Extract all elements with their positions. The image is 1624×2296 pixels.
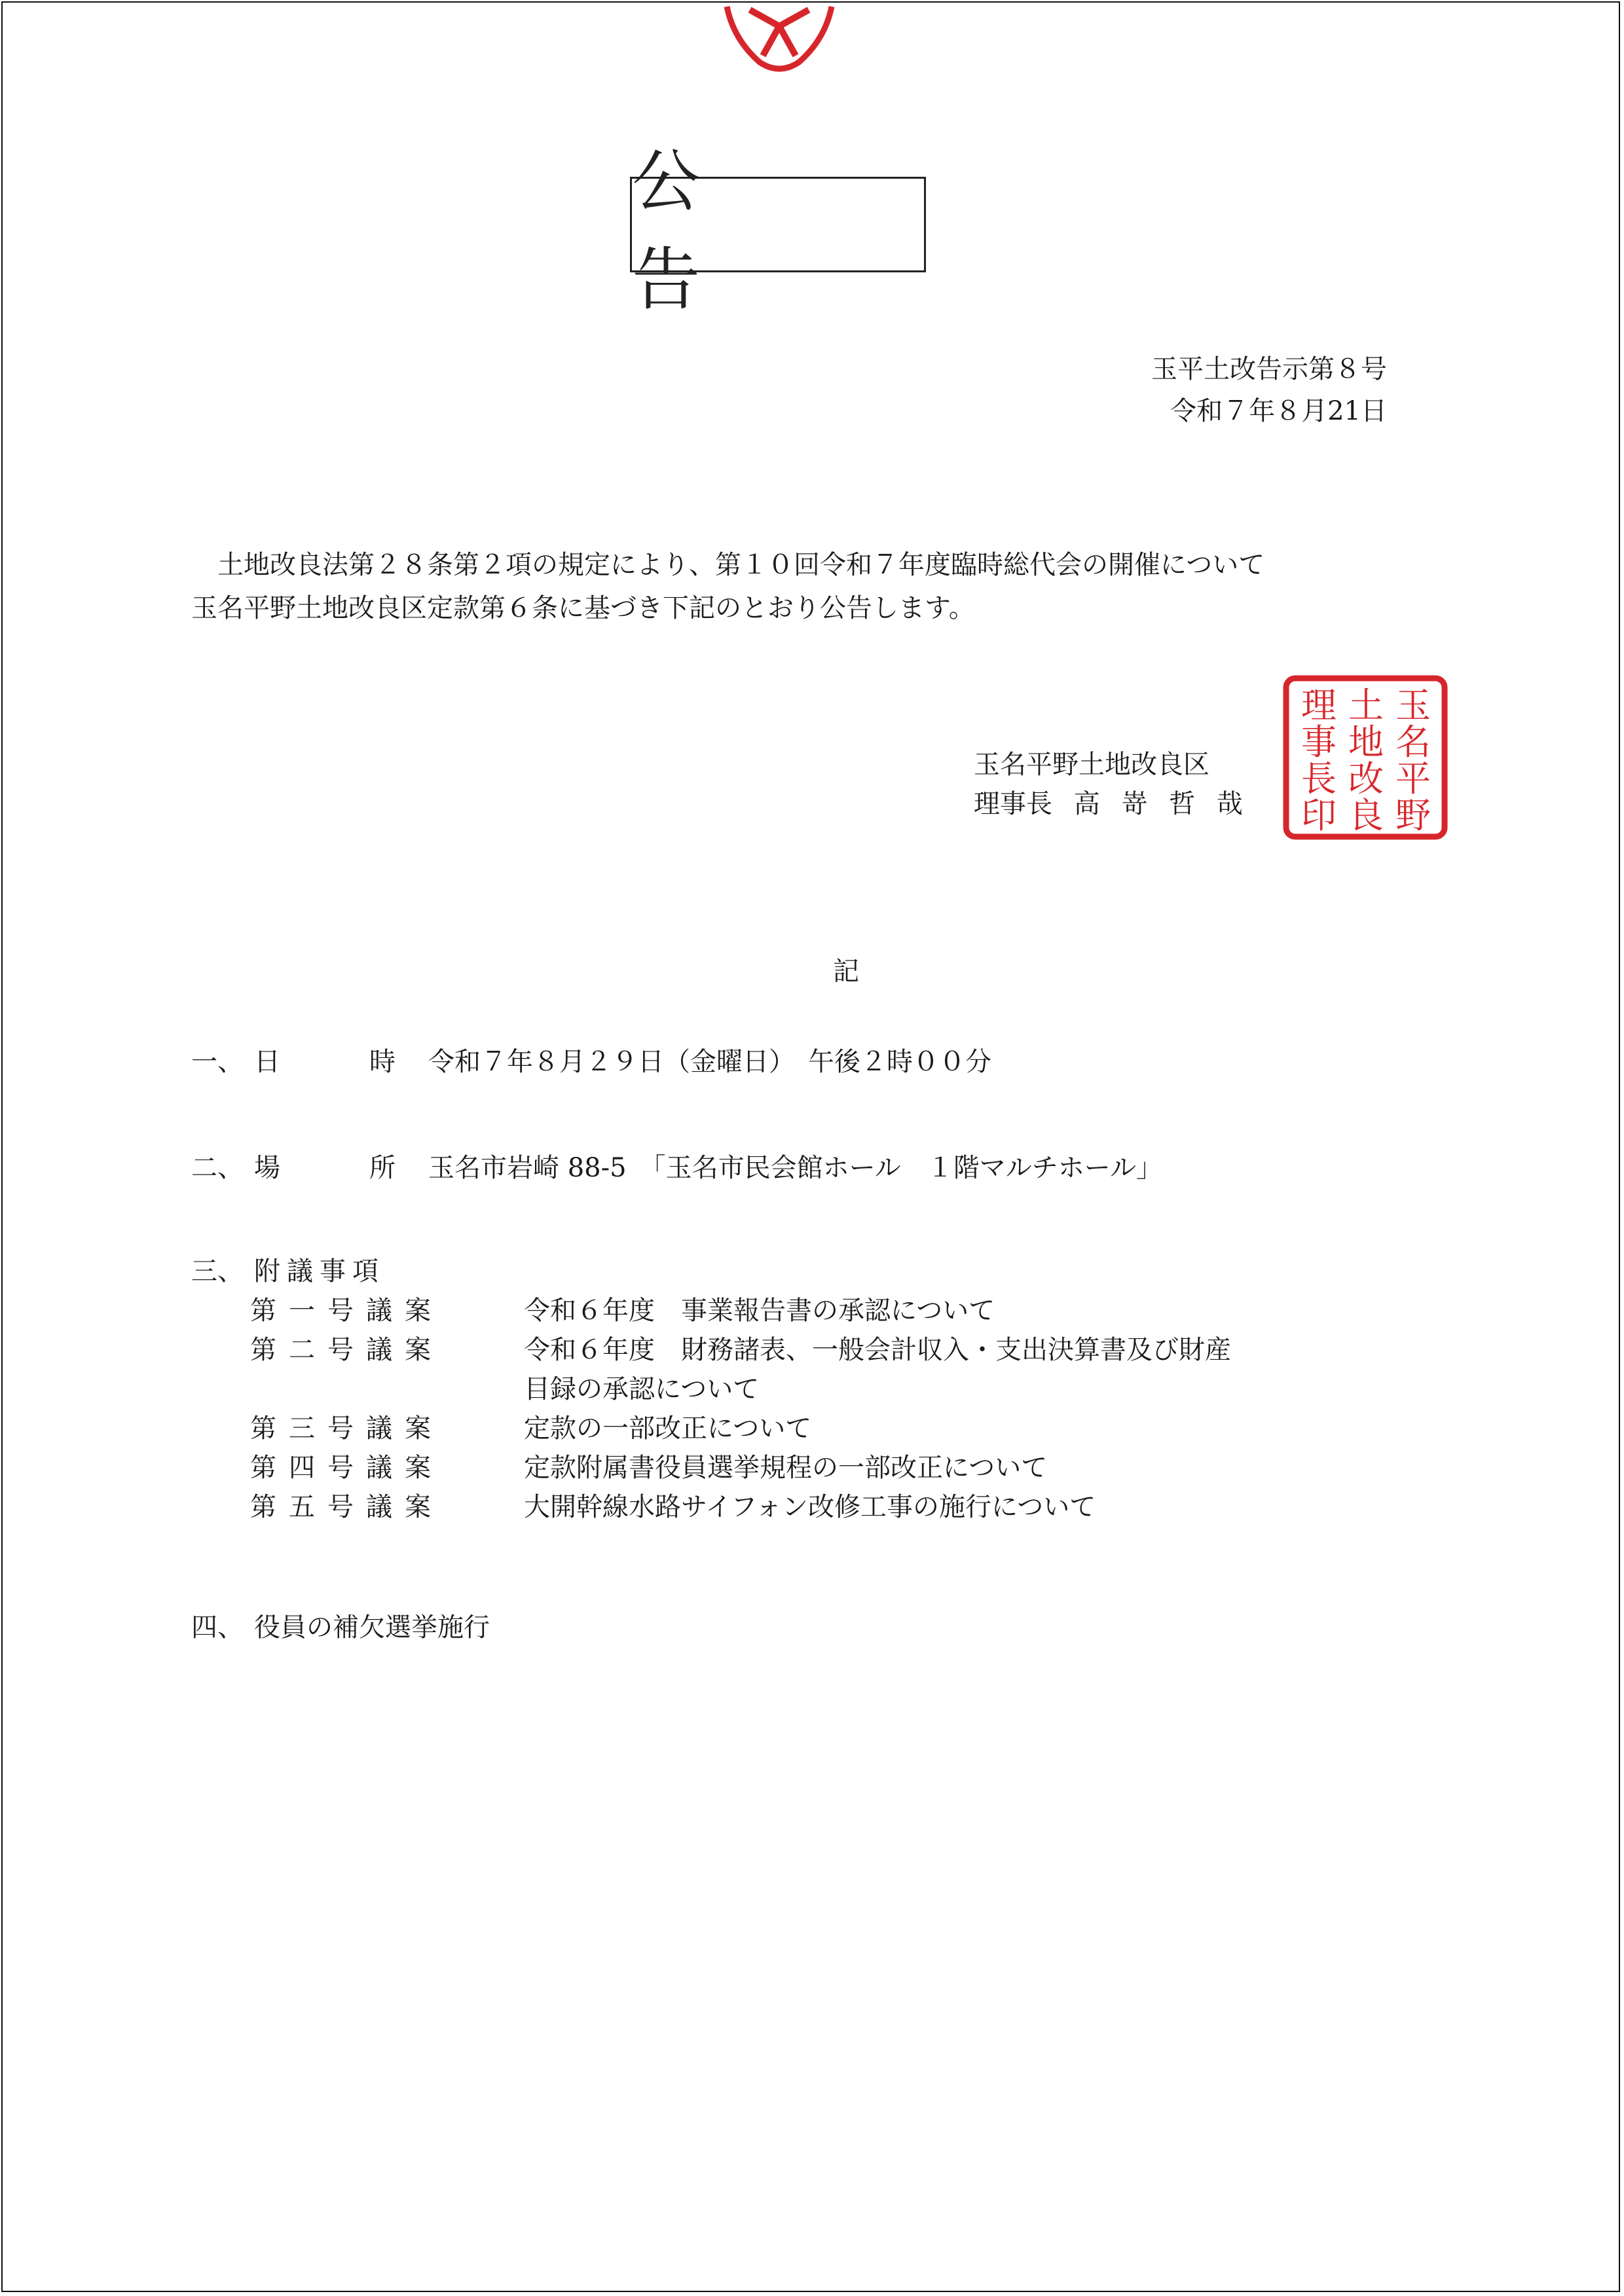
item-number: 二、 xyxy=(191,1153,244,1183)
motion-text: 令和６年度 事業報告書の承認について xyxy=(524,1296,995,1326)
motion-text: 定款の一部改正について xyxy=(524,1413,812,1444)
motion-continuation: 目録の承認について xyxy=(524,1374,760,1404)
motion-label: 第三号議案 xyxy=(250,1413,443,1444)
issuer-name-4: 哉 xyxy=(1216,789,1243,819)
item-label-b: 時 xyxy=(369,1047,396,1077)
svg-text:改: 改 xyxy=(1348,758,1384,799)
svg-text:名: 名 xyxy=(1395,721,1431,763)
body-line-1: 土地改良法第２８条第２項の規定により、第１０回令和７年度臨時総代会の開催について xyxy=(217,550,1265,580)
issuer-name-1: 高 xyxy=(1073,789,1100,819)
motion-text: 大開幹線水路サイフォン改修工事の施行について xyxy=(524,1492,1096,1522)
item-number: 三、 xyxy=(191,1256,244,1286)
item-venue xyxy=(191,1147,1162,1184)
svg-text:野: 野 xyxy=(1395,795,1431,836)
item-label-b: 所 xyxy=(369,1153,396,1183)
svg-text:長: 長 xyxy=(1301,758,1337,799)
notice-number: 玉平土改告示第８号 xyxy=(1151,354,1387,384)
motion-text: 令和６年度 財務諸表、一般会計収入・支出決算書及び財産 xyxy=(524,1335,1231,1365)
item-label-a: 場 xyxy=(254,1153,280,1183)
item-number: 一、 xyxy=(191,1047,244,1077)
document-title: 公 告 xyxy=(632,141,913,319)
body-paragraph xyxy=(191,543,1435,630)
motion-row xyxy=(250,1486,1096,1523)
issuer-name-3: 哲 xyxy=(1169,789,1196,819)
svg-text:土: 土 xyxy=(1348,685,1384,726)
item-number: 四、 xyxy=(191,1613,244,1643)
issuer-title: 理事長 xyxy=(974,789,1052,819)
svg-text:地: 地 xyxy=(1348,721,1384,763)
item-datetime xyxy=(191,1041,991,1078)
motion-row xyxy=(250,1447,1047,1484)
official-seal xyxy=(1282,674,1449,841)
receipt-stamp-partial xyxy=(714,0,845,75)
item-election xyxy=(191,1607,490,1644)
motion-label: 第二号議案 xyxy=(250,1335,443,1365)
title-box xyxy=(630,141,926,319)
motion-label: 第四号議案 xyxy=(250,1453,443,1483)
svg-text:玉: 玉 xyxy=(1395,685,1431,726)
issuer-chair xyxy=(974,783,1256,820)
svg-text:良: 良 xyxy=(1348,795,1384,836)
motion-row xyxy=(250,1408,811,1445)
svg-text:印: 印 xyxy=(1301,795,1337,836)
item-label-a: 日 xyxy=(254,1047,280,1077)
item-label: 役員の補欠選挙施行 xyxy=(254,1613,490,1643)
item-value: 令和７年８月２９日（金曜日） 午後２時００分 xyxy=(428,1047,991,1077)
body-line-2: 玉名平野土地改良区定款第６条に基づき下記のとおり公告します。 xyxy=(191,593,975,623)
issuer-name-2: 嵜 xyxy=(1121,789,1148,819)
motion-row xyxy=(250,1290,995,1327)
motion-row xyxy=(250,1329,1231,1366)
item-agenda xyxy=(191,1250,385,1288)
svg-text:事: 事 xyxy=(1301,721,1337,763)
motion-label: 第一号議案 xyxy=(250,1296,443,1326)
svg-text:平: 平 xyxy=(1395,758,1431,799)
issuer-organization: 玉名平野土地改良区 xyxy=(974,750,1209,780)
item-label: 附議事項 xyxy=(254,1256,385,1286)
ki-heading: 記 xyxy=(833,957,859,987)
motion-label: 第五号議案 xyxy=(250,1492,443,1522)
motion-text: 定款附属書役員選挙規程の一部改正について xyxy=(524,1453,1048,1483)
item-value: 玉名市岩崎 88-5 「玉名市民会館ホール １階マルチホール」 xyxy=(428,1153,1162,1183)
svg-text:理: 理 xyxy=(1301,685,1337,726)
notice-date: 令和７年８月21日 xyxy=(1170,396,1387,426)
